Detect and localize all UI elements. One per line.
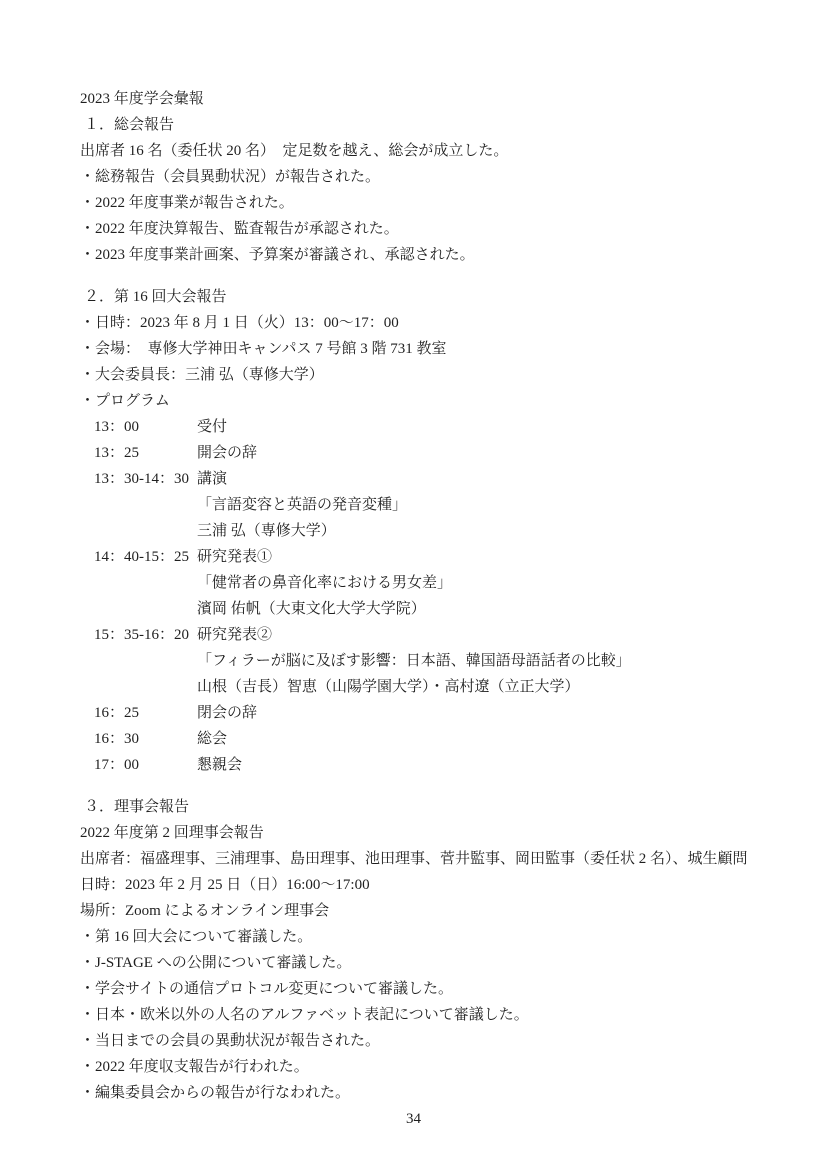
- section-board-heading: ３．理事会報告: [84, 799, 190, 815]
- bullet-line: ・2022 年度事業が報告された。: [80, 195, 294, 211]
- doc-title: 2023 年度学会彙報: [80, 91, 204, 107]
- section-conference-heading: ２．第 16 回大会報告: [84, 289, 227, 305]
- program-entry-title: 「フィラーが脳に及ぼす影響：日本語、韓国語母語話者の比較」: [197, 653, 631, 669]
- conference-program: [94, 414, 777, 778]
- board-info-line: 2022 年度第 2 回理事会報告: [80, 825, 264, 841]
- section-conference-report: [80, 284, 777, 778]
- conference-detail-line: ・大会委員長：三浦 弘（専修大学）: [80, 367, 324, 383]
- bullet-line: ・2022 年度決算報告、監査報告が承認された。: [80, 221, 399, 237]
- program-time: 13：30-14：30: [94, 471, 189, 487]
- program-row: [94, 440, 777, 466]
- board-info-line: 日時：2023 年 2 月 25 日（日）16:00～17:00: [80, 877, 370, 893]
- program-entry: 研究発表①: [197, 549, 273, 565]
- program-time: 13：25: [94, 445, 140, 461]
- conference-detail-line: ・プログラム: [80, 393, 170, 409]
- program-entry: 受付: [197, 419, 228, 435]
- program-entry-title: 「健常者の鼻音化率における男女差」: [197, 575, 453, 591]
- program-row: [94, 726, 777, 752]
- bullet-line: ・学会サイトの通信プロトコル変更について審議した。: [80, 981, 454, 997]
- program-row: [94, 414, 777, 440]
- program-time: 16：30: [94, 731, 140, 747]
- program-entry: 講演: [197, 471, 228, 487]
- bullet-line: ・総務報告（会員異動状況）が報告された。: [80, 169, 381, 185]
- section-general-meeting-heading: １．総会報告: [84, 117, 175, 133]
- bullet-line: ・2023 年度事業計画案、予算案が審議され、承認された。: [80, 247, 475, 263]
- conference-detail-line: ・日時：2023 年 8 月 1 日（火）13：00～17：00: [80, 315, 399, 331]
- program-time: 15：35-16：20: [94, 627, 189, 643]
- program-entry-speaker: 三浦 弘（専修大学）: [197, 523, 336, 539]
- program-entry-speaker: 濱岡 佑帆（大東文化大学大学院）: [197, 601, 426, 617]
- program-entry: 総会: [197, 731, 228, 747]
- board-info-line: 場所：Zoom によるオンライン理事会: [80, 903, 330, 919]
- general-meeting-intro: 出席者 16 名（委任状 20 名） 定足数を越え、総会が成立した。: [80, 143, 509, 159]
- program-entry: 閉会の辞: [197, 705, 258, 721]
- program-time: 16：25: [94, 705, 140, 721]
- bullet-line: ・日本・欧米以外の人名のアルファベット表記について審議した。: [80, 1007, 529, 1023]
- program-entry: 開会の辞: [197, 445, 258, 461]
- page-number: 34: [406, 1111, 421, 1127]
- bullet-line: ・第 16 回大会について審議した。: [80, 929, 313, 945]
- program-row: [94, 622, 777, 700]
- program-row: [94, 700, 777, 726]
- bullet-line: ・編集委員会からの報告が行なわれた。: [80, 1085, 351, 1101]
- bullet-line: ・当日までの会員の異動状況が報告された。: [80, 1033, 381, 1049]
- bullet-line: ・2022 年度収支報告が行われた。: [80, 1059, 309, 1075]
- program-entry-speaker: 山根（吉長）智恵（山陽学園大学）・高村遼（立正大学）: [197, 679, 580, 695]
- program-time: 17：00: [94, 757, 140, 773]
- program-time: 14：40-15：25: [94, 549, 189, 565]
- conference-detail-line: ・会場： 専修大学神田キャンパス 7 号館 3 階 731 教室: [80, 341, 447, 357]
- program-row: [94, 544, 777, 622]
- program-entry: 懇親会: [197, 757, 243, 773]
- program-row: [94, 752, 777, 778]
- board-info-line: 出席者：福盛理事、三浦理事、島田理事、池田理事、菅井監事、岡田監事（委任状 2 名）、城生顧問: [80, 851, 748, 867]
- program-row: [94, 466, 777, 544]
- section-general-meeting: [80, 112, 777, 268]
- bullet-line: ・J-STAGE への公開について審議した。: [80, 955, 352, 971]
- program-time: 13：00: [94, 419, 140, 435]
- program-entry-title: 「言語変容と英語の発音変種」: [197, 497, 408, 513]
- program-entry: 研究発表②: [197, 627, 273, 643]
- section-board-report: [80, 794, 777, 1106]
